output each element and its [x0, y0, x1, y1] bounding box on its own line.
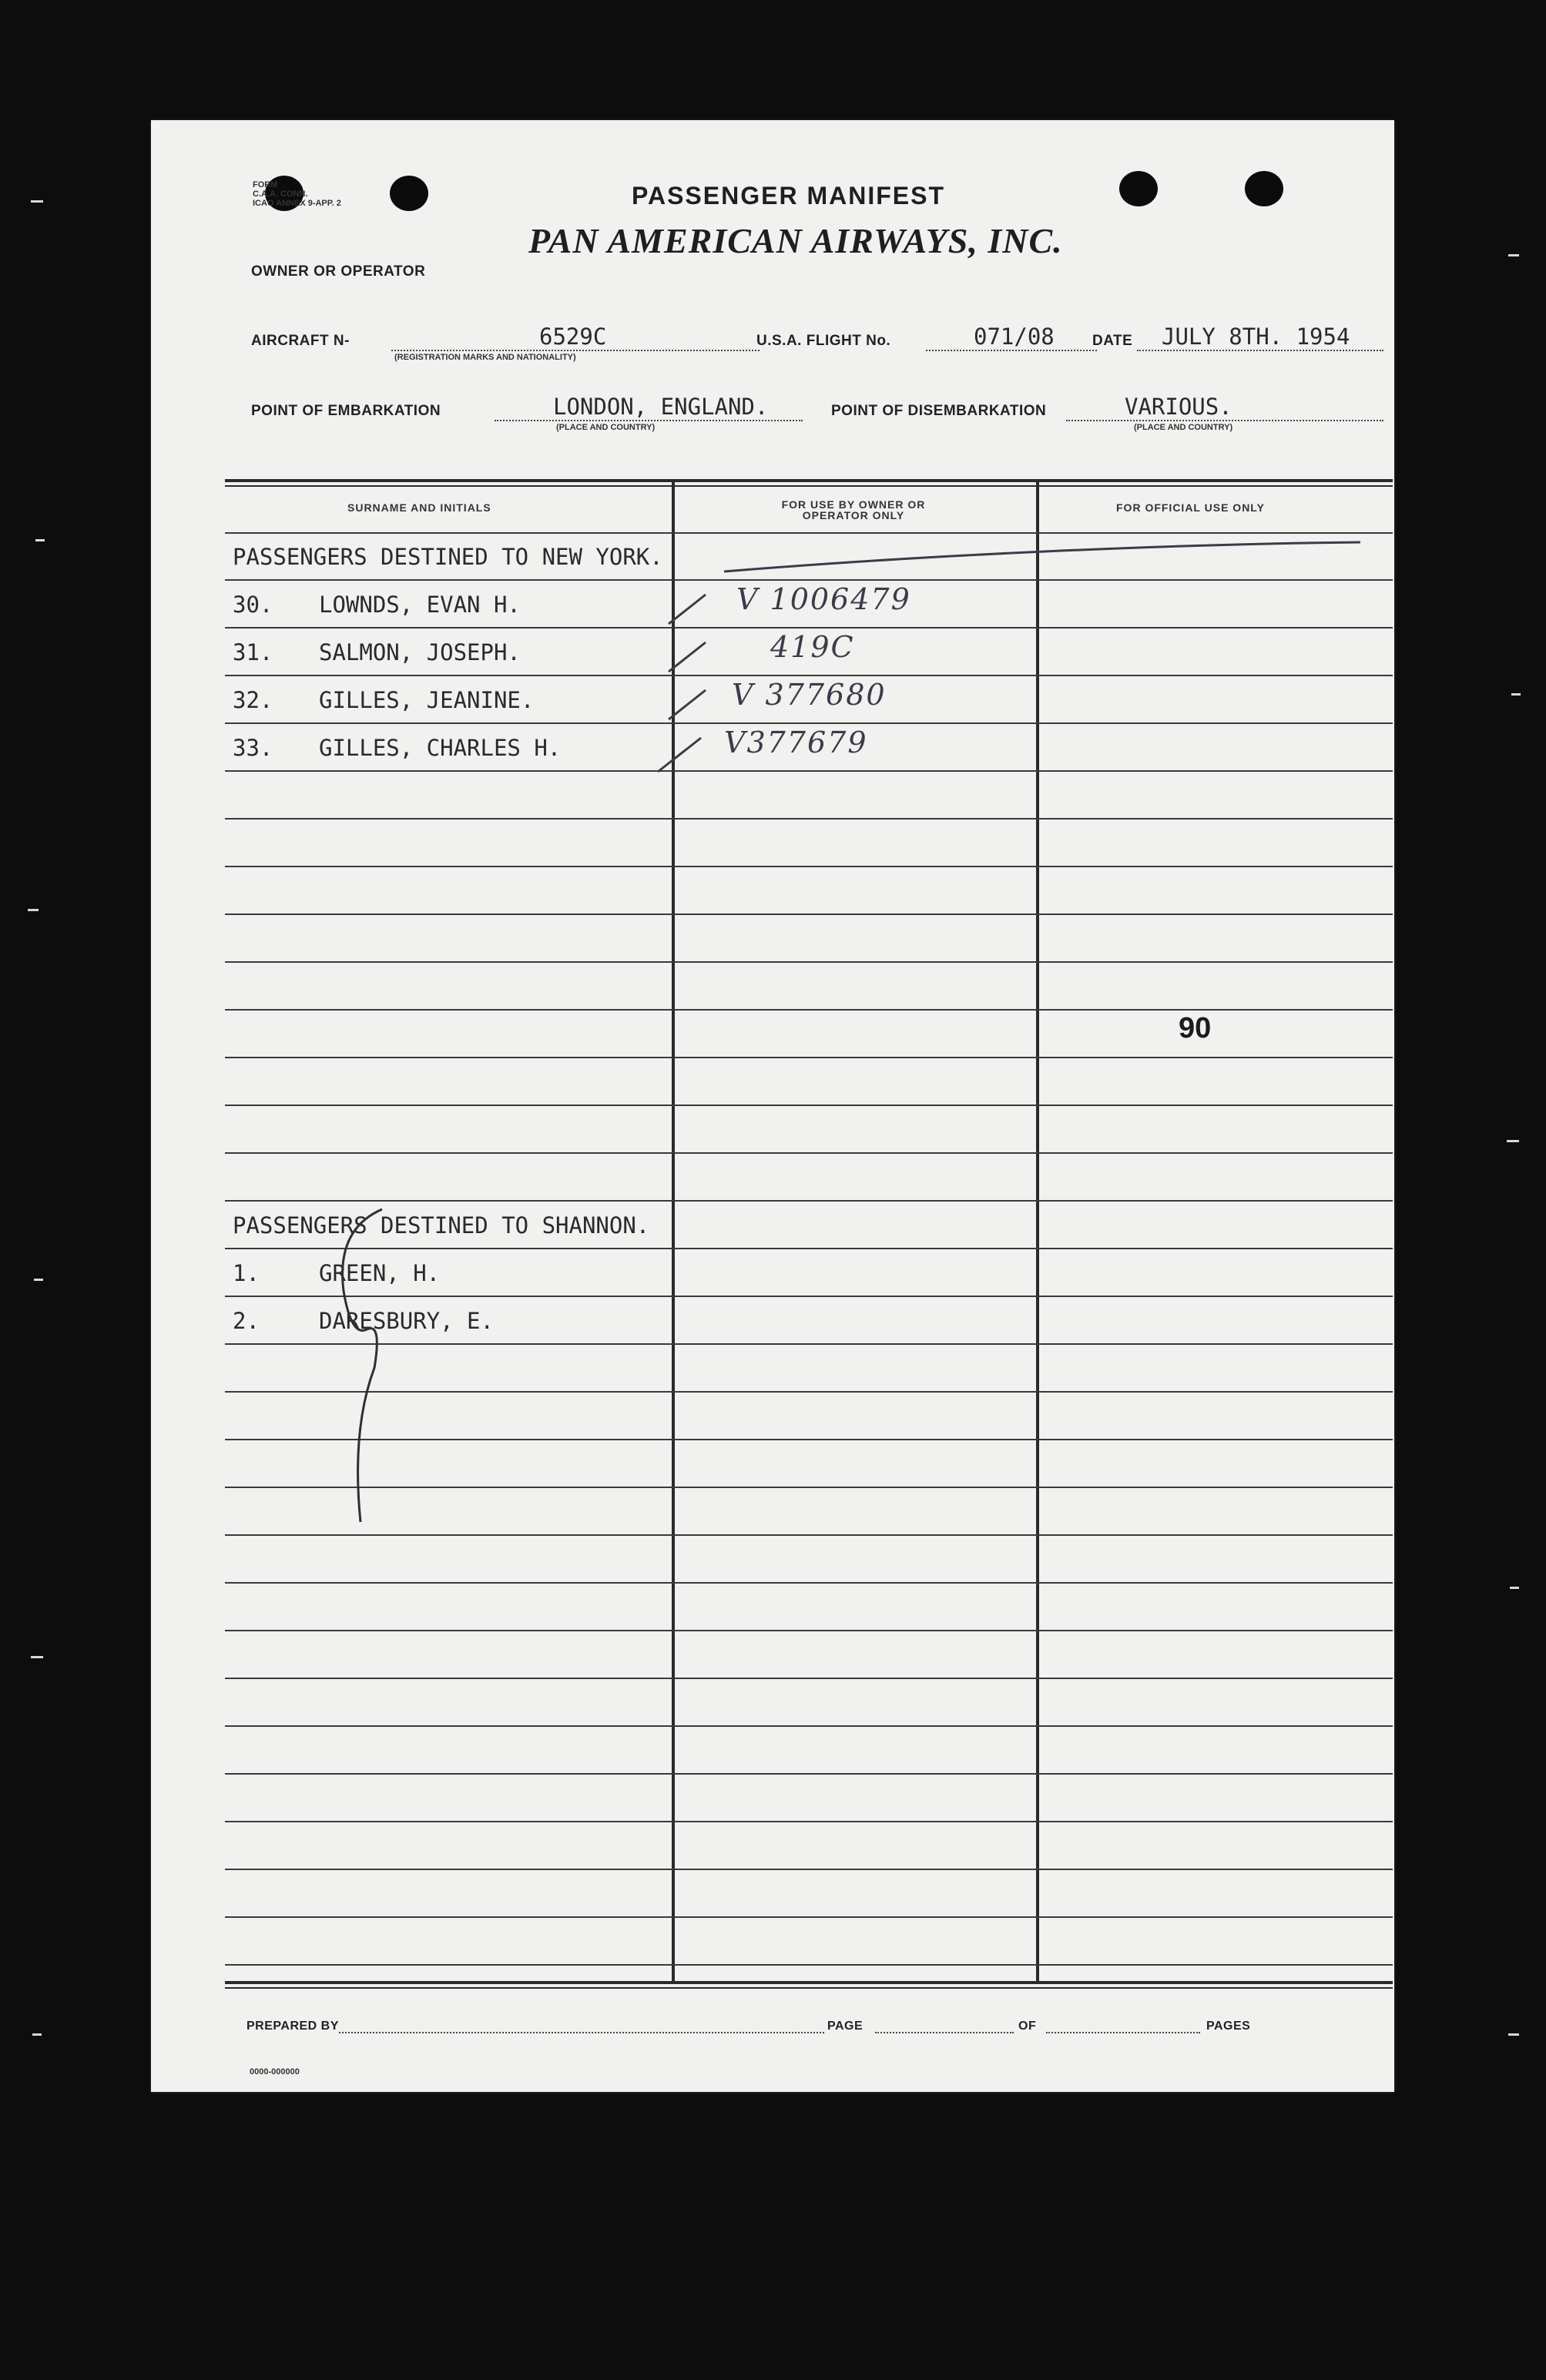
prepared-by-label: PREPARED BY [246, 2020, 339, 2033]
passenger-visa-note: V377679 [724, 726, 868, 759]
table-rule [225, 1630, 1393, 1631]
table-rule [225, 1296, 1393, 1297]
passenger-number: 31. [233, 639, 273, 665]
film-edge-mark [34, 1279, 43, 1281]
passenger-visa-note: V 377680 [732, 678, 887, 712]
embarkation-sublabel: (PLACE AND COUNTRY) [556, 423, 656, 432]
document-title: PASSENGER MANIFEST [632, 182, 945, 210]
table-rule [225, 1678, 1393, 1679]
passenger-name: SALMON, JOSEPH. [319, 639, 521, 665]
film-edge-mark [1510, 1587, 1519, 1589]
official-use-number: 90 [1179, 1012, 1212, 1044]
table-bottom-border-inner [225, 1987, 1393, 1989]
table-rule [225, 675, 1393, 676]
passenger-number: 30. [233, 592, 273, 618]
manifest-sheet [151, 120, 1394, 2092]
passenger-visa-note: 419C [770, 630, 855, 664]
passenger-number: 32. [233, 687, 273, 713]
check-mark [664, 590, 710, 629]
pages-label: PAGES [1206, 2020, 1251, 2033]
passenger-name: LOWNDS, EVAN H. [319, 592, 521, 618]
table-rule [225, 1105, 1393, 1106]
flight-date: JULY 8TH. 1954 [1162, 323, 1350, 350]
table-top-border-inner [225, 485, 1393, 487]
table-rule [225, 1009, 1393, 1011]
table-rule [225, 866, 1393, 867]
aircraft-registration: 6529C [539, 323, 607, 350]
table-rule [225, 1343, 1393, 1345]
table-rule [225, 532, 1393, 534]
punch-hole [1119, 171, 1158, 206]
punch-hole [1245, 171, 1283, 206]
table-rule [225, 1057, 1393, 1058]
table-rule [225, 1439, 1393, 1440]
table-rule [225, 1582, 1393, 1584]
table-rule [225, 1534, 1393, 1536]
punch-hole [390, 176, 428, 211]
table-top-border [225, 479, 1393, 482]
disembarkation-place: VARIOUS. [1125, 394, 1232, 420]
column-header-surname: SURNAME AND INITIALS [347, 501, 491, 514]
table-rule [225, 961, 1393, 963]
table-rule [225, 913, 1393, 915]
film-edge-mark [1507, 1140, 1519, 1142]
passenger-number: 1. [233, 1260, 260, 1286]
flight-number: 071/08 [974, 323, 1055, 350]
embarkation-label: POINT OF EMBARKATION [251, 403, 441, 419]
film-edge-mark [1508, 2033, 1519, 2036]
column-header-owner-use: FOR USE BY OWNER OR OPERATOR ONLY [781, 498, 926, 521]
film-edge-mark [31, 1656, 43, 1658]
disembarkation-label: POINT OF DISEMBARKATION [831, 403, 1047, 419]
passenger-visa-note: V 1006479 [736, 582, 911, 616]
table-bottom-border [225, 1981, 1393, 1984]
group-heading-new-york: PASSENGERS DESTINED TO NEW YORK. [233, 544, 663, 570]
form-reference: FORM C.A.A. CONN. ICAO ANNEX 9-APP. 2 [253, 180, 341, 208]
table-rule [225, 1487, 1393, 1488]
embarkation-place: LONDON, ENGLAND. [553, 394, 769, 420]
passenger-name: GILLES, JEANINE. [319, 687, 535, 713]
passenger-name: GILLES, CHARLES H. [319, 735, 562, 761]
table-rule [225, 1391, 1393, 1393]
table-rule [225, 770, 1393, 772]
column-divider [1036, 482, 1039, 1983]
table-rule [225, 1725, 1393, 1727]
company-name: PAN AMERICAN AIRWAYS, INC. [528, 221, 1063, 260]
table-rule [225, 722, 1393, 724]
handwritten-stroke [721, 536, 1368, 582]
table-rule [225, 1964, 1393, 1966]
table-rule [225, 1152, 1393, 1154]
aircraft-sublabel: (REGISTRATION MARKS AND NATIONALITY) [394, 353, 576, 362]
table-rule [225, 1869, 1393, 1870]
handwritten-bracket [320, 1198, 397, 1537]
passenger-name: DARESBURY, E. [319, 1308, 494, 1334]
film-edge-mark [32, 2033, 42, 2036]
owner-operator-label: OWNER OR OPERATOR [251, 263, 426, 280]
table-rule [225, 1200, 1393, 1202]
table-rule [225, 818, 1393, 820]
passenger-number: 33. [233, 735, 273, 761]
table-rule [225, 627, 1393, 629]
table-rule [225, 1916, 1393, 1918]
passenger-number: 2. [233, 1308, 260, 1334]
passenger-name: GREEN, H. [319, 1260, 441, 1286]
column-header-official-use: FOR OFFICIAL USE ONLY [1116, 501, 1265, 514]
film-edge-mark [1511, 693, 1521, 696]
film-edge-mark [28, 909, 39, 911]
table-rule [225, 1248, 1393, 1249]
table-rule [225, 1773, 1393, 1775]
check-mark [653, 733, 707, 776]
check-mark [664, 686, 710, 724]
flight-number-label: U.S.A. FLIGHT No. [756, 333, 891, 349]
form-code: 0000-000000 [250, 2067, 300, 2077]
table-rule [225, 1821, 1393, 1822]
film-edge-mark [1508, 254, 1519, 256]
page-label: PAGE [827, 2020, 864, 2033]
aircraft-label: AIRCRAFT N- [251, 333, 350, 349]
film-edge-mark [35, 539, 45, 541]
disembarkation-sublabel: (PLACE AND COUNTRY) [1134, 423, 1233, 432]
film-edge-mark [31, 200, 43, 203]
check-mark [664, 638, 710, 676]
of-label: OF [1018, 2020, 1037, 2033]
date-label: DATE [1092, 333, 1133, 349]
group-heading-shannon: PASSENGERS DESTINED TO SHANNON. [233, 1212, 650, 1239]
